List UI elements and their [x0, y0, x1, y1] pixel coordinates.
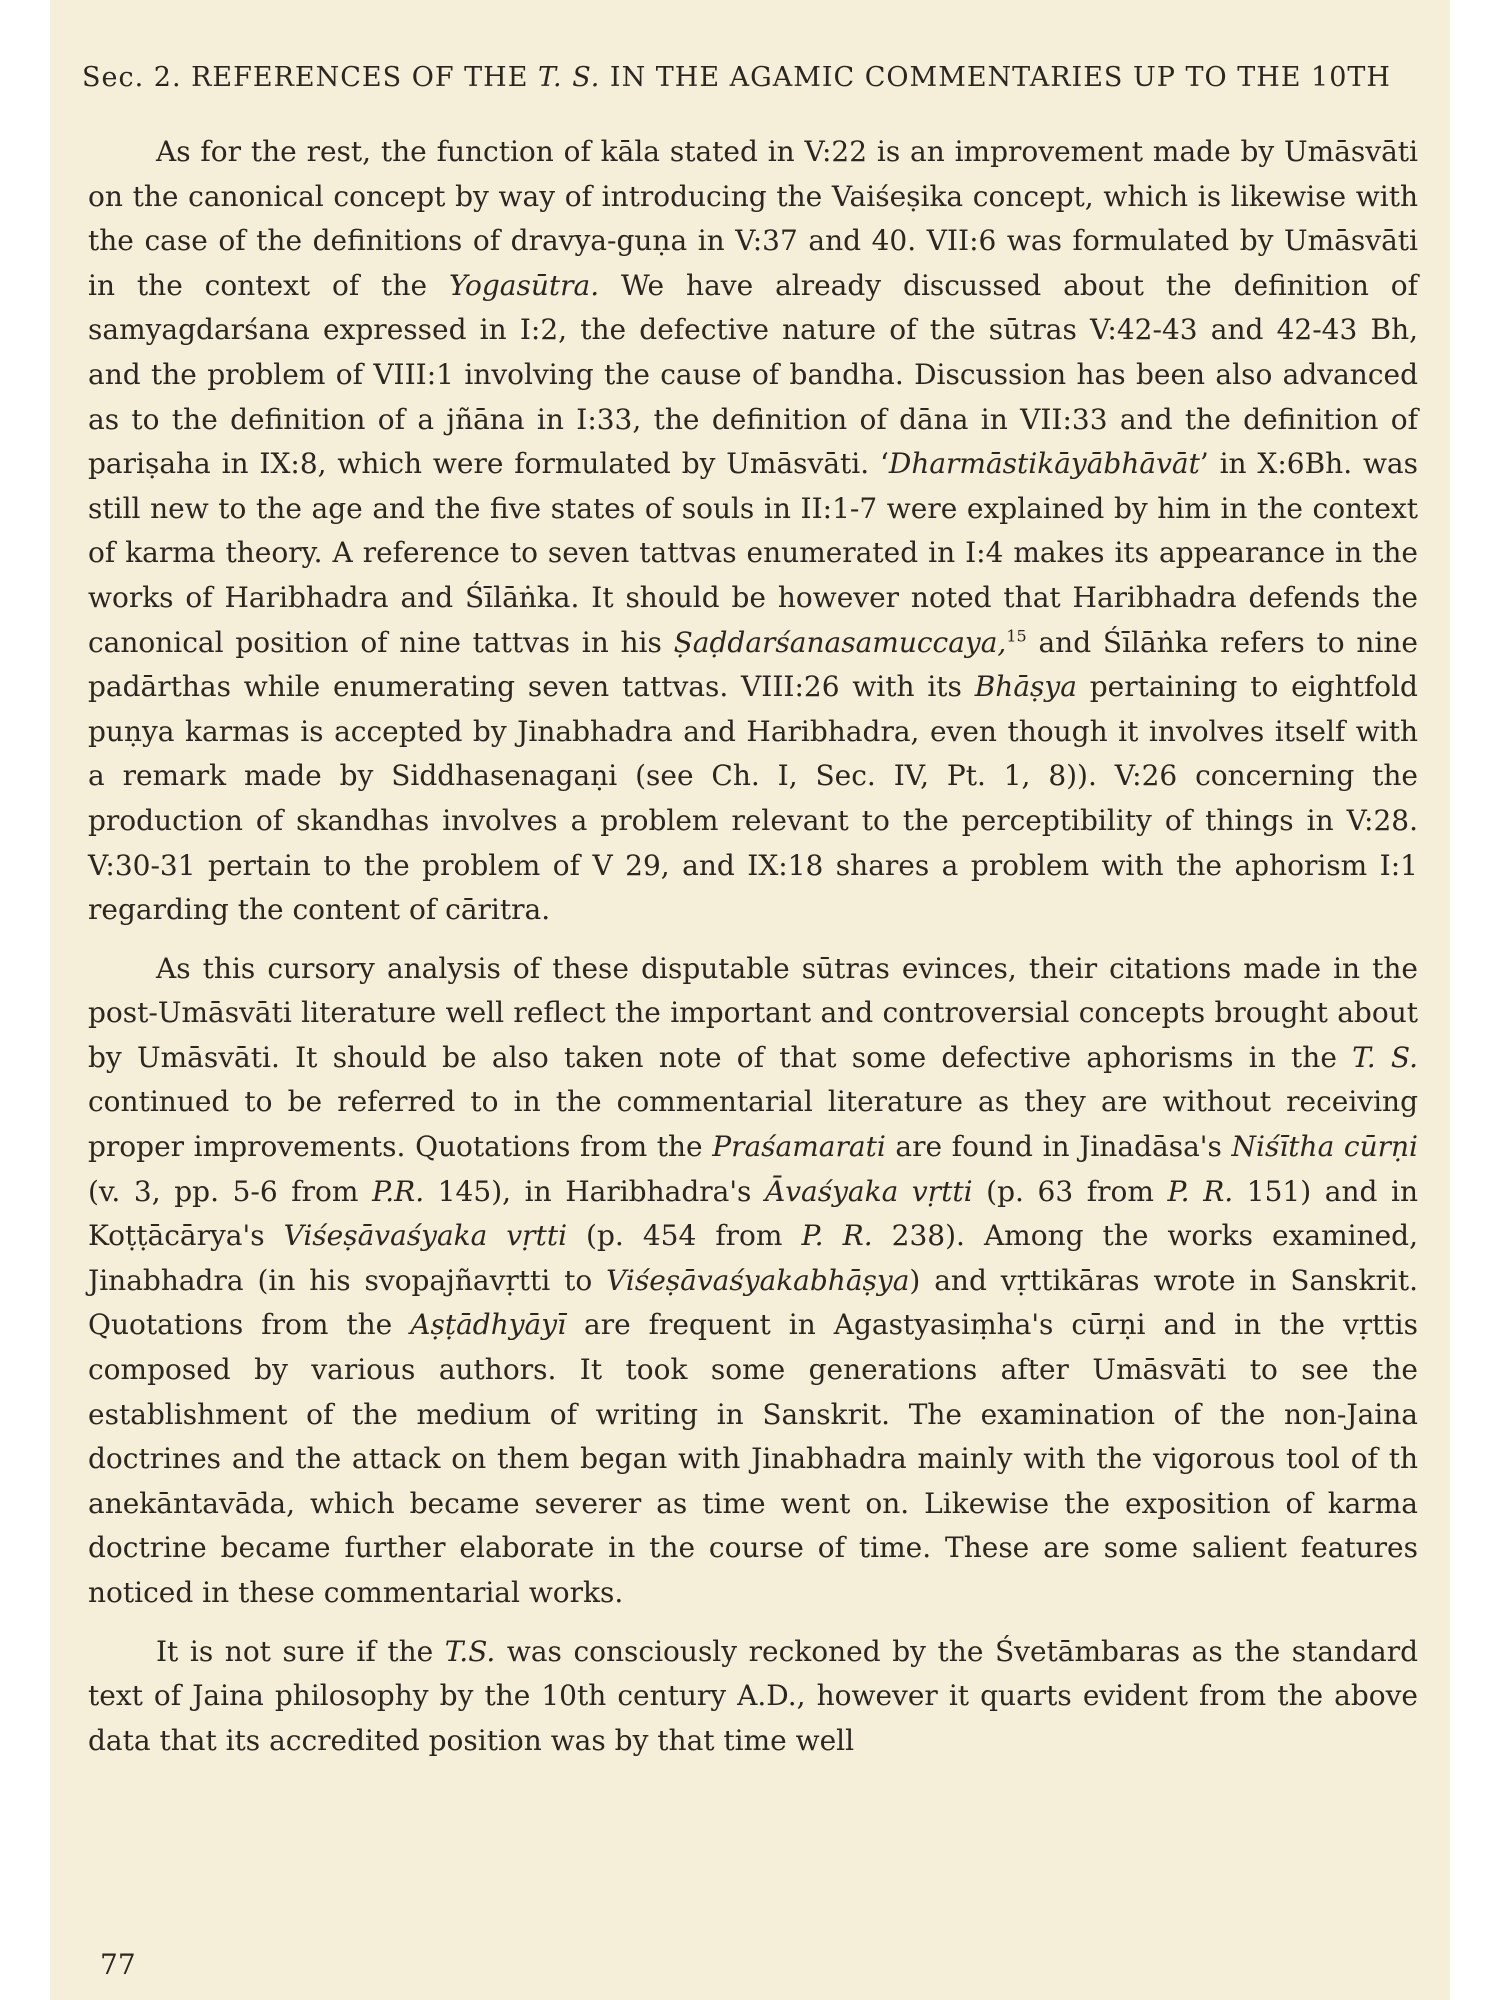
text-run: and Śīlāṅka refers to nine padārthas while enumerating seven tattvas. VIII:26 with its: [88, 625, 1418, 704]
header-italic: T. S.: [538, 62, 601, 93]
text-run: pertaining to eightfold puṇya karmas is accepted by Jinabhadra and Haribhadra, even though it involves itself with a remark made by Siddhasenagaṇi (see Ch. I, Sec. IV, Pt. 1, 8)). V:26 concerning the production of skandhas involves a problem relevant to the perceptibility of things in V:28. V:30-31 pertain to the problem of V 29, and IX:18 shares a problem with the aphorism I:1 regarding the content of cāritra.: [88, 670, 1418, 927]
italic-run: Yogasūtra.: [448, 268, 600, 302]
text-run: ) and vṛttikāras wrote in Sanskrit. Quotations from the: [88, 1263, 1418, 1342]
paragraph-2: [88, 947, 1418, 1616]
italic-run: Praśamarati: [712, 1130, 886, 1164]
text-run: (v. 3, pp. 5-6 from: [88, 1174, 373, 1208]
running-header: [82, 62, 1418, 93]
italic-run: Viśeṣāvaśyakabhāṣya: [606, 1263, 910, 1297]
paragraph-1: [88, 130, 1418, 933]
text-run: (p. 454 from: [567, 1219, 802, 1253]
header-text-post: IN THE AGAMIC COMMENTARIES UP TO THE 10TH: [600, 62, 1391, 93]
italic-run: Āvaśyaka vṛtti: [765, 1174, 973, 1208]
text-run: are frequent in Agastyasiṃha's cūrṇi and in the vṛttis composed by various authors. It took some generations after Umāsvāti to see the establishment of the medium of writing in Sanskrit. The examination of the non-Jaina doctrines and the attack on them began with Jinabhadra mainly with the vigorous tool of th anekāntavāda, which became severer as time went on. Likewise the exposition of karma doctrine became further elaborate in the course of time. These are some salient features noticed in these commentarial works.: [88, 1308, 1418, 1609]
italic-run: P.R.: [372, 1174, 425, 1208]
header-text-pre: Sec. 2. REFERENCES OF THE: [82, 62, 538, 93]
italic-run: Viśeṣāvaśyaka vṛtti: [283, 1219, 568, 1253]
italic-run: T.S.: [444, 1634, 496, 1668]
text-run: We have already discussed about the definition of samyagdarśana expressed in I:2, the defective nature of the sūtras V:42-43 and 42-43 Bh, and the problem of VIII:1 involving the cause of bandha. Discussion has been also advanced as to the definition of a jñāna in I:33, the definition of dāna in VII:33 and the definition of pariṣaha in IX:8, which were formulated by Umāsvāti. ‘: [88, 268, 1419, 481]
text-run: It is not sure if the: [156, 1634, 445, 1668]
text-run: (p. 63 from: [972, 1174, 1168, 1208]
text-run: As this cursory analysis of these disputable sūtras evinces, their citations made in the post-Umāsvāti literature well reflect the important and controversial concepts brought about by Umāsvāti. It should be also taken note of that some defective aphorisms in the: [88, 951, 1418, 1074]
text-run: 151) and in Koṭṭācārya's: [88, 1174, 1418, 1253]
text-run: ’ in X:6Bh. was still new to the age and the five states of souls in II:1-7 were explained by him in the context of karma theory. A reference to seven tattvas enumerated in I:4 makes its appearance in the works of Haribhadra and Śīlāṅka. It should be however noted that Haribhadra defends the canonical position of nine tattvas in his: [88, 447, 1418, 659]
page-number: 77: [100, 1948, 136, 1981]
body-text: [88, 130, 1418, 1763]
italic-run: P. R.: [1167, 1174, 1234, 1208]
italic-run: Aṣṭādhyāyī: [410, 1308, 567, 1342]
text-run: continued to be referred to in the commentarial literature as they are without receiving proper improvements. Quotations from the: [88, 1085, 1418, 1164]
paragraph-3: [88, 1630, 1418, 1764]
book-page: [50, 0, 1450, 2000]
italic-run: Bhāṣya: [974, 670, 1077, 704]
text-run: As for the rest, the function of kāla stated in V:22 is an improvement made by Umāsvāti on the canonical concept by way of introducing the Vaiśeṣika concept, which is likewise with the case of the definitions of dravya-guṇa in V:37 and 40. VII:6 was formulated by Umāsvāti in the context of the: [88, 135, 1418, 302]
italic-run: P. R.: [801, 1219, 873, 1253]
italic-run: Niśītha cūrṇi: [1231, 1130, 1418, 1164]
text-run: are found in Jinadāsa's: [885, 1130, 1232, 1164]
text-run: was consciously reckoned by the Śvetāmbaras as the standard text of Jaina philosophy by the 10th century A.D., however it quarts evident from the above data that its accredited position was by that time well: [88, 1634, 1418, 1757]
italic-run: T. S.: [1352, 1040, 1418, 1074]
footnote-ref: 15: [1006, 626, 1027, 646]
text-run: 238). Among the works examined, Jinabhadra (in his svopajñavṛtti to: [88, 1219, 1419, 1297]
text-run: 145), in Haribhadra's: [424, 1174, 765, 1208]
italic-run: Dharmāstikāyābhāvāt: [888, 447, 1200, 481]
italic-run: Ṣaḍdarśanasamuccaya,: [673, 625, 1007, 659]
